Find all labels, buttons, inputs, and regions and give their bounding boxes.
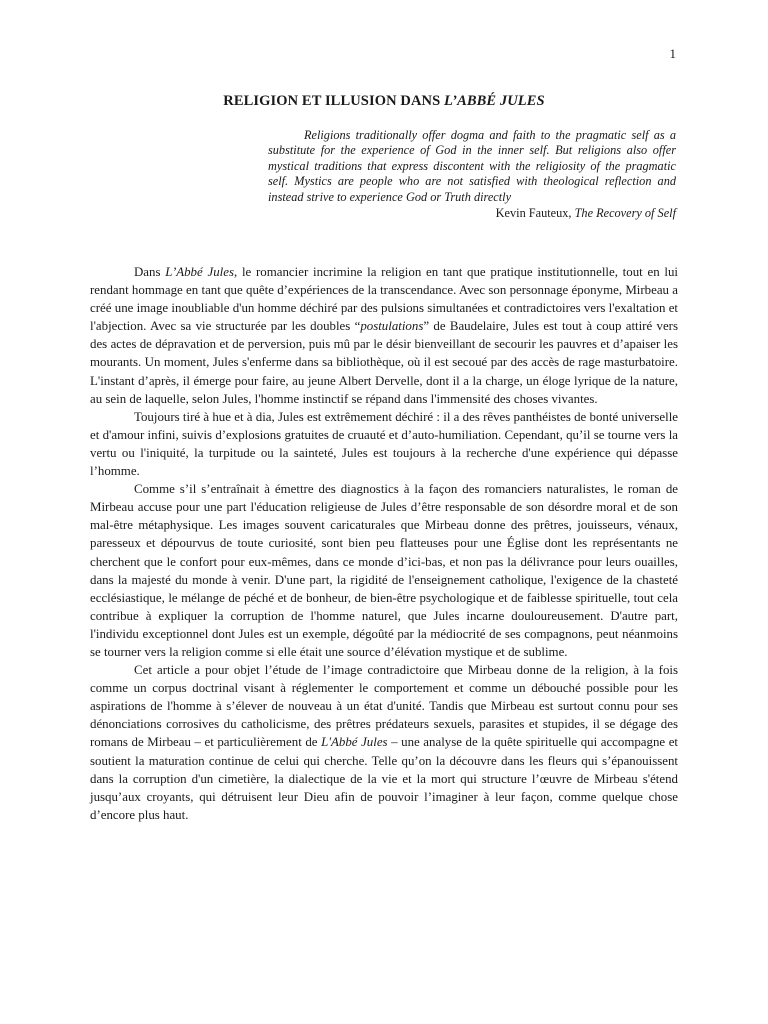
epigraph bbox=[268, 128, 676, 221]
italic-run: L’Abbé Jules bbox=[165, 265, 234, 279]
text-run: – une analyse de la quête spirituelle qui accompagne et soutient la maturation continue de celui qui cherche. Telle qu’on la découvre dans les fleurs qui s’épanouissent dans la corruption d'un cimetière, la dialectique de la vie et la mort qui structure l’œuvre de Mirbeau s'étend jusqu’aux croyants, qui détruisent leur Dieu afin de pouvoir l’imaginer à leur façon, comme quelque chose d’encore plus haut. bbox=[90, 735, 679, 822]
body-paragraph bbox=[90, 661, 678, 824]
title-italic: L’ABBÉ JULES bbox=[443, 93, 545, 109]
text-run: Cet article a pour objet l’étude de l’image contradictoire que Mirbeau donne de la religion, à la fois comme un corpus doctrinal visant à réglementer le comportement et comme un débouché possible pour les aspirations de l'homme à s’élever de nouveau à un état d'unité. Tandis que Mirbeau est surtout connu pour ses dénonciations corrosives du catholicisme, des prêtres prédateurs sexuels, parasites et stupides, il se dégage des romans de Mirbeau – et particulièrement de bbox=[90, 663, 678, 750]
body-paragraph bbox=[90, 408, 678, 480]
body-paragraph bbox=[90, 480, 678, 661]
title-main: RELIGION ET ILLUSION DANS bbox=[223, 93, 444, 109]
italic-run: L'Abbé Jules bbox=[321, 735, 388, 750]
article-title bbox=[0, 93, 768, 110]
text-run: , le romancier incrimine la religion en tant que pratique institutionnelle, tout en lui rendant hommage en tant que quête d’expériences de la transcendance. Avec son personnage éponyme, Mirbeau a créé une image inoubliable d'un homme déchiré par des pulsions simultanées et contradictoires vers l'exaltation et l'abjection. Avec sa vie structurée par les doubles “ bbox=[90, 265, 679, 334]
epigraph-attribution bbox=[268, 206, 676, 221]
page-number: 1 bbox=[669, 46, 676, 61]
text-run: Dans bbox=[134, 265, 166, 279]
epigraph-book: The Recovery of Self bbox=[574, 206, 676, 221]
text-run: Comme s’il s’entraînait à émettre des diagnostics à la façon des romanciers naturalistes, le roman de Mirbeau accuse pour une part l'éducation religieuse de Jules d’être responsable de son désordre moral et de son mal-être métaphysique. Les images souvent caricaturales que Mirbeau donne des prêtres, jouisseurs, vénaux, paresseux et dépourvus de toute curiosité, sont bien peu flatteuses pour une Église dont les représentants ne cherchent que le confort pour eux-mêmes, dans ce monde d’ici-bas, et non pas la délivrance pour leurs ouailles, dans la majesté du monde à venir. D'une part, la rigidité de l'enseignement catholique, l'exigence de la chasteté ecclésiastique, le mélange de péché et de bonheur, de bien-être psychologique et de faiblesse spirituelle, tout cela contribue à expliquer la corruption de l'homme naturel, que Jules incarne douloureusement. D'autre part, l'individu exceptionnel dont Jules est un exemple, dégoûté par la médiocrité de ses compagnons, peut néanmoins se tourner vers la religion comme si elle était une source d’élévation mystique et de sublime. bbox=[90, 482, 678, 659]
text-run: Toujours tiré à hue et à dia, Jules est extrêmement déchiré : il a des rêves panthéistes de bonté universelle et d'amour infini, suivis d’explosions gratuites de cruauté et d’auto-humiliation. Cependant, qu’il se tourne vers la vertu ou l'iniquité, la turpitude ou la sainteté, Jules est toujours à la recherche d'une expérience qui dépasse l’homme. bbox=[90, 409, 678, 479]
italic-run: postulations bbox=[360, 319, 424, 334]
epigraph-quote: Religions traditionally offer dogma and faith to the pragmatic self as a substitute for the experience of God in the inner self. But religions also offer mystical traditions that express discontent with the religiosity of the pragmatic self. Mystics are people who are not satisfied with theological reflection and instead strive to experience God or Truth directly bbox=[268, 128, 676, 204]
body-paragraph bbox=[90, 263, 678, 408]
epigraph-author: Kevin Fauteux, bbox=[495, 206, 575, 221]
article-body bbox=[90, 263, 678, 824]
text-run: ” de Baudelaire, Jules est tout à coup attiré vers des actes de dépravation et de perversion, puis mû par le désir bienveillant de secourir les pauvres et d’apaiser les mourants. Un moment, Jules s'enferme dans sa bibliothèque, où il est secoué par des accès de rage masturbatoire. L'instant d’après, il émerge pour faire, au jeune Albert Dervelle, dont il a la charge, un éloge lyrique de la nature, au sein de laquelle, selon Jules, l'homme instinctif se répand dans l'immensité des choses vivantes. bbox=[90, 319, 678, 406]
